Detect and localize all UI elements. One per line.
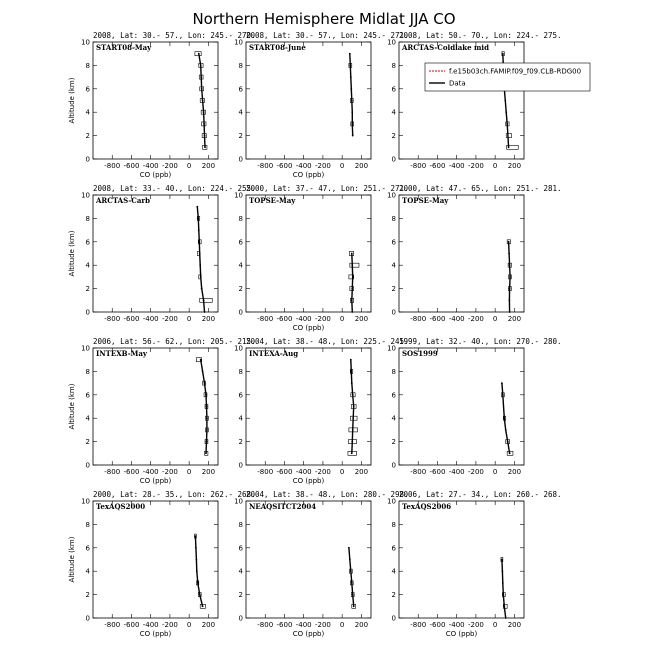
x-tick-label: 0: [492, 162, 498, 170]
legend-entry: Data: [449, 79, 466, 88]
data-profile-line: [349, 548, 354, 607]
chart-panel: [68, 31, 256, 179]
y-tick-label: 8: [85, 214, 90, 223]
data-point: [505, 429, 507, 431]
panel-header: 2008, Lat: 33.- 40., Lon: 224.- 255.: [93, 184, 256, 193]
data-point: [351, 264, 353, 266]
data-point: [206, 441, 208, 443]
y-tick-label: 10: [387, 191, 396, 200]
x-tick-label: -200: [161, 468, 178, 476]
campaign-label: TOPSE-May: [249, 196, 296, 205]
campaign-label: ARCTAS-Coldlake mid: [402, 43, 489, 52]
range-box: [200, 298, 213, 302]
data-point: [353, 406, 355, 408]
y-tick-label: 8: [391, 214, 396, 223]
plot-frame: [93, 348, 218, 465]
y-tick-label: 0: [391, 614, 396, 623]
panel-header: 2008, Lat: 50.- 70., Lon: 224.- 275.: [399, 31, 562, 40]
data-profile-line: [352, 254, 353, 313]
y-tick-label: 8: [85, 61, 90, 70]
x-tick-label: -800: [410, 468, 427, 476]
data-point: [198, 53, 200, 55]
y-tick-label: 8: [238, 367, 243, 376]
plot-frame: [399, 348, 524, 465]
x-tick-label: 200: [201, 162, 216, 170]
data-point: [197, 582, 199, 584]
data-point: [202, 371, 204, 373]
data-point: [501, 382, 503, 384]
data-point: [353, 605, 355, 607]
x-tick-label: -200: [314, 315, 331, 323]
x-axis-label: CO (ppb): [292, 171, 325, 179]
y-tick-label: 2: [238, 132, 243, 141]
panel-header: 2008, Lat: 30.- 57., Lon: 245.- 271.: [246, 31, 409, 40]
y-axis-label: Altitude (km): [68, 383, 76, 430]
x-tick-label: 0: [492, 315, 498, 323]
data-point: [348, 547, 350, 549]
y-tick-label: 8: [391, 61, 396, 70]
y-tick-label: 8: [238, 214, 243, 223]
x-tick-label: -800: [410, 315, 427, 323]
data-point: [352, 394, 354, 396]
plot-frame: [399, 195, 524, 312]
data-point: [351, 299, 353, 301]
data-point: [203, 111, 205, 113]
x-tick-label: -400: [142, 162, 159, 170]
data-point: [202, 100, 204, 102]
y-tick-label: 4: [391, 261, 396, 270]
x-axis-label: CO (ppb): [445, 630, 478, 638]
y-tick-label: 10: [387, 344, 396, 353]
y-tick-label: 10: [234, 497, 243, 506]
y-tick-label: 10: [387, 497, 396, 506]
y-tick-label: 2: [238, 438, 243, 447]
x-tick-label: -400: [142, 621, 159, 629]
data-point: [351, 288, 353, 290]
y-tick-label: 6: [85, 238, 90, 247]
data-point: [501, 559, 503, 561]
y-tick-label: 0: [391, 308, 396, 317]
y-tick-label: 6: [391, 544, 396, 553]
y-tick-label: 2: [391, 591, 396, 600]
x-tick-label: 200: [201, 315, 216, 323]
data-point: [201, 88, 203, 90]
campaign-label: TexAQS2000: [96, 502, 146, 511]
campaign-label: INTEXB-May: [96, 349, 147, 358]
y-tick-label: 2: [391, 132, 396, 141]
x-tick-label: 0: [339, 621, 345, 629]
y-tick-label: 6: [391, 85, 396, 94]
x-tick-label: -600: [429, 621, 446, 629]
y-tick-label: 8: [85, 367, 90, 376]
y-tick-label: 6: [238, 238, 243, 247]
data-point: [199, 594, 201, 596]
x-tick-label: 200: [354, 621, 369, 629]
x-axis-label: CO (ppb): [292, 477, 325, 485]
x-axis-label: CO (ppb): [292, 630, 325, 638]
data-point: [351, 311, 353, 313]
data-point: [351, 452, 353, 454]
x-tick-label: -200: [314, 468, 331, 476]
data-point: [506, 123, 508, 125]
x-tick-label: -200: [314, 621, 331, 629]
y-tick-label: 8: [238, 61, 243, 70]
x-tick-label: 0: [492, 621, 498, 629]
x-tick-label: -400: [448, 621, 465, 629]
data-point: [502, 582, 504, 584]
x-tick-label: 200: [507, 162, 522, 170]
x-tick-label: -800: [257, 468, 274, 476]
data-point: [206, 406, 208, 408]
x-tick-label: -800: [257, 315, 274, 323]
panel-header: 2004, Lat: 38.- 48., Lon: 225.- 245.: [246, 337, 409, 346]
y-tick-label: 6: [85, 391, 90, 400]
data-point: [198, 229, 200, 231]
chart-panel: [68, 184, 256, 323]
data-point: [504, 100, 506, 102]
y-axis-label: Altitude (km): [68, 230, 76, 277]
y-tick-label: 4: [238, 414, 243, 423]
x-tick-label: -800: [104, 468, 121, 476]
y-tick-label: 2: [85, 438, 90, 447]
y-tick-label: 0: [391, 155, 396, 164]
x-tick-label: -800: [410, 162, 427, 170]
x-tick-label: 0: [186, 315, 192, 323]
chart-panel: [234, 490, 408, 638]
x-tick-label: 200: [507, 468, 522, 476]
y-tick-label: 6: [238, 544, 243, 553]
x-tick-label: 200: [201, 621, 216, 629]
data-point: [352, 276, 354, 278]
data-point: [351, 111, 353, 113]
x-tick-label: 200: [507, 621, 522, 629]
x-tick-label: -200: [161, 162, 178, 170]
x-tick-label: -200: [467, 315, 484, 323]
campaign-label: NEAQSITCT2004: [249, 502, 317, 511]
x-tick-label: -200: [467, 468, 484, 476]
x-tick-label: 200: [354, 468, 369, 476]
chart-panel: [387, 337, 561, 476]
data-point: [505, 617, 507, 619]
data-point: [351, 582, 353, 584]
panel-header: 2006, Lat: 27.- 34., Lon: 260.- 268.: [399, 490, 562, 499]
y-tick-label: 2: [391, 285, 396, 294]
y-tick-label: 6: [391, 391, 396, 400]
y-tick-label: 6: [238, 391, 243, 400]
panels: [68, 31, 590, 638]
legend-entry: f.e15b03ch.FAMIP.f09_f09.CLB-RDG00: [449, 67, 582, 76]
data-point: [350, 88, 352, 90]
plot-frame: [93, 501, 218, 618]
data-point: [507, 441, 509, 443]
x-tick-label: -400: [448, 162, 465, 170]
panel-header: 2000, Lat: 28.- 35., Lon: 262.- 268.: [93, 490, 256, 499]
data-point: [203, 123, 205, 125]
data-point: [202, 605, 204, 607]
data-point: [352, 135, 354, 137]
data-point: [204, 135, 206, 137]
x-tick-label: -200: [314, 162, 331, 170]
x-tick-label: -200: [467, 162, 484, 170]
x-tick-label: 200: [507, 315, 522, 323]
x-tick-label: -800: [104, 162, 121, 170]
y-axis-label: Altitude (km): [68, 77, 76, 124]
campaign-label: START08-May: [96, 43, 152, 52]
y-tick-label: 4: [85, 414, 90, 423]
chart-panel: [234, 337, 408, 485]
y-tick-label: 0: [238, 308, 243, 317]
data-point: [195, 547, 197, 549]
data-point: [198, 241, 200, 243]
data-point: [195, 559, 197, 561]
x-tick-label: 0: [492, 468, 498, 476]
y-tick-label: 4: [238, 108, 243, 117]
x-tick-label: -800: [104, 315, 121, 323]
data-point: [204, 382, 206, 384]
x-axis-label: CO (ppb): [139, 171, 172, 179]
data-point: [505, 111, 507, 113]
x-tick-label: -600: [123, 162, 140, 170]
data-point: [509, 264, 511, 266]
data-point: [203, 299, 205, 301]
y-tick-label: 10: [234, 344, 243, 353]
x-tick-label: 0: [339, 468, 345, 476]
data-point: [352, 594, 354, 596]
y-tick-label: 10: [81, 344, 90, 353]
x-tick-label: -400: [142, 468, 159, 476]
data-point: [196, 206, 198, 208]
x-tick-label: -200: [161, 315, 178, 323]
chart-panel: [234, 31, 408, 179]
x-tick-label: -600: [123, 621, 140, 629]
x-tick-label: -600: [276, 315, 293, 323]
y-tick-label: 6: [85, 85, 90, 94]
data-profile-line: [197, 207, 204, 312]
chart-panel: [387, 184, 561, 323]
y-tick-label: 4: [238, 261, 243, 270]
data-point: [508, 146, 510, 148]
data-point: [503, 417, 505, 419]
campaign-label: ARCTAS-Carb: [96, 196, 150, 205]
data-point: [199, 264, 201, 266]
y-tick-label: 4: [391, 567, 396, 576]
y-tick-label: 4: [85, 567, 90, 576]
x-tick-label: -400: [295, 621, 312, 629]
campaign-label: SOS1999: [402, 349, 438, 358]
x-tick-label: -400: [295, 315, 312, 323]
data-point: [200, 359, 202, 361]
y-tick-label: 0: [238, 155, 243, 164]
x-tick-label: 200: [354, 162, 369, 170]
chart-panel: [68, 337, 256, 485]
data-point: [196, 570, 198, 572]
x-tick-label: -800: [257, 162, 274, 170]
x-axis-label: CO (ppb): [139, 477, 172, 485]
x-tick-label: -600: [276, 621, 293, 629]
x-tick-label: -600: [123, 468, 140, 476]
x-tick-label: -600: [123, 315, 140, 323]
y-tick-label: 4: [85, 261, 90, 270]
y-tick-label: 8: [238, 520, 243, 529]
y-tick-label: 0: [238, 461, 243, 470]
x-tick-label: -600: [429, 468, 446, 476]
y-tick-label: 10: [81, 497, 90, 506]
chart-panel: [387, 490, 561, 638]
y-tick-label: 10: [234, 38, 243, 47]
data-point: [205, 394, 207, 396]
y-tick-label: 0: [85, 155, 90, 164]
x-tick-label: -800: [257, 621, 274, 629]
data-point: [351, 100, 353, 102]
data-point: [502, 394, 504, 396]
range-box: [350, 263, 359, 267]
campaign-label: INTEXA-Aug: [249, 349, 299, 358]
data-point: [351, 253, 353, 255]
plot-frame: [246, 501, 371, 618]
data-point: [351, 123, 353, 125]
data-point: [206, 417, 208, 419]
campaign-label: TOPSE-May: [402, 196, 449, 205]
panel-header: 2000, Lat: 37.- 47., Lon: 251.- 271.: [246, 184, 409, 193]
y-tick-label: 4: [391, 108, 396, 117]
data-point: [200, 276, 202, 278]
y-tick-label: 8: [391, 367, 396, 376]
y-tick-label: 0: [85, 308, 90, 317]
y-tick-label: 0: [238, 614, 243, 623]
x-tick-label: -200: [161, 621, 178, 629]
y-tick-label: 10: [81, 191, 90, 200]
data-point: [349, 559, 351, 561]
x-tick-label: -400: [142, 315, 159, 323]
y-tick-label: 0: [85, 461, 90, 470]
x-tick-label: 0: [186, 162, 192, 170]
x-tick-label: -400: [448, 468, 465, 476]
x-tick-label: -600: [429, 162, 446, 170]
data-point: [503, 605, 505, 607]
data-profile-line: [502, 560, 506, 619]
x-tick-label: 0: [339, 162, 345, 170]
y-tick-label: 2: [238, 285, 243, 294]
y-tick-label: 6: [85, 544, 90, 553]
data-point: [352, 417, 354, 419]
panel-header: 2006, Lat: 56.- 62., Lon: 205.- 215.: [93, 337, 256, 346]
data-point: [197, 218, 199, 220]
y-tick-label: 10: [387, 38, 396, 47]
range-box: [506, 134, 511, 138]
y-tick-label: 8: [85, 520, 90, 529]
x-axis-label: CO (ppb): [292, 324, 325, 332]
data-point: [508, 241, 510, 243]
x-tick-label: 0: [186, 621, 192, 629]
data-point: [200, 65, 202, 67]
data-point: [349, 65, 351, 67]
panel-header: 2004, Lat: 38.- 48., Lon: 280.- 298.: [246, 490, 409, 499]
data-point: [509, 276, 511, 278]
data-point: [199, 253, 201, 255]
panel-header: 1999, Lat: 32.- 40., Lon: 270.- 280.: [399, 337, 562, 346]
x-axis-label: CO (ppb): [139, 630, 172, 638]
data-point: [508, 253, 510, 255]
data-point: [509, 288, 511, 290]
plot-frame: [399, 501, 524, 618]
y-tick-label: 4: [238, 567, 243, 576]
y-tick-label: 2: [391, 438, 396, 447]
x-tick-label: -200: [467, 621, 484, 629]
data-point: [350, 371, 352, 373]
data-point: [206, 429, 208, 431]
y-tick-label: 2: [85, 132, 90, 141]
data-point: [204, 146, 206, 148]
data-point: [509, 311, 511, 313]
y-tick-label: 0: [391, 461, 396, 470]
data-point: [201, 288, 203, 290]
x-tick-label: -600: [276, 468, 293, 476]
chart-panel: [68, 490, 256, 638]
panel-header: 2000, Lat: 47.- 65., Lon: 251.- 281.: [399, 184, 562, 193]
chart-panel: [387, 31, 590, 170]
y-tick-label: 4: [85, 108, 90, 117]
y-tick-label: 8: [391, 520, 396, 529]
y-tick-label: 2: [85, 285, 90, 294]
data-point: [502, 53, 504, 55]
y-tick-label: 4: [391, 414, 396, 423]
data-point: [204, 311, 206, 313]
data-point: [508, 299, 510, 301]
y-axis-label: Altitude (km): [68, 536, 76, 583]
chart-panel: [234, 184, 408, 332]
x-tick-label: 200: [201, 468, 216, 476]
campaign-label: TexAQS2006: [402, 502, 452, 511]
x-tick-label: 0: [186, 468, 192, 476]
x-tick-label: -600: [276, 162, 293, 170]
x-tick-label: 0: [339, 315, 345, 323]
data-point: [195, 535, 197, 537]
data-point: [205, 452, 207, 454]
x-tick-label: -400: [295, 162, 312, 170]
data-point: [502, 594, 504, 596]
campaign-label: START08-June: [249, 43, 306, 52]
y-tick-label: 2: [238, 591, 243, 600]
data-point: [351, 382, 353, 384]
figure-title: Northern Hemisphere Midlat JJA CO: [192, 10, 456, 28]
data-point: [351, 441, 353, 443]
x-tick-label: -400: [295, 468, 312, 476]
data-point: [349, 53, 351, 55]
x-tick-label: 200: [354, 315, 369, 323]
y-tick-label: 10: [81, 38, 90, 47]
y-tick-label: 10: [234, 191, 243, 200]
panel-header: 2008, Lat: 30.- 57., Lon: 245.- 270.: [93, 31, 256, 40]
data-point: [350, 359, 352, 361]
y-tick-label: 6: [238, 85, 243, 94]
y-tick-label: 0: [85, 614, 90, 623]
data-point: [350, 76, 352, 78]
data-point: [352, 429, 354, 431]
data-point: [200, 76, 202, 78]
y-tick-label: 2: [85, 591, 90, 600]
data-point: [509, 452, 511, 454]
x-tick-label: -400: [448, 315, 465, 323]
x-tick-label: -600: [429, 315, 446, 323]
x-tick-label: -800: [104, 621, 121, 629]
x-tick-label: -800: [410, 621, 427, 629]
data-point: [501, 570, 503, 572]
data-point: [350, 570, 352, 572]
y-tick-label: 6: [391, 238, 396, 247]
